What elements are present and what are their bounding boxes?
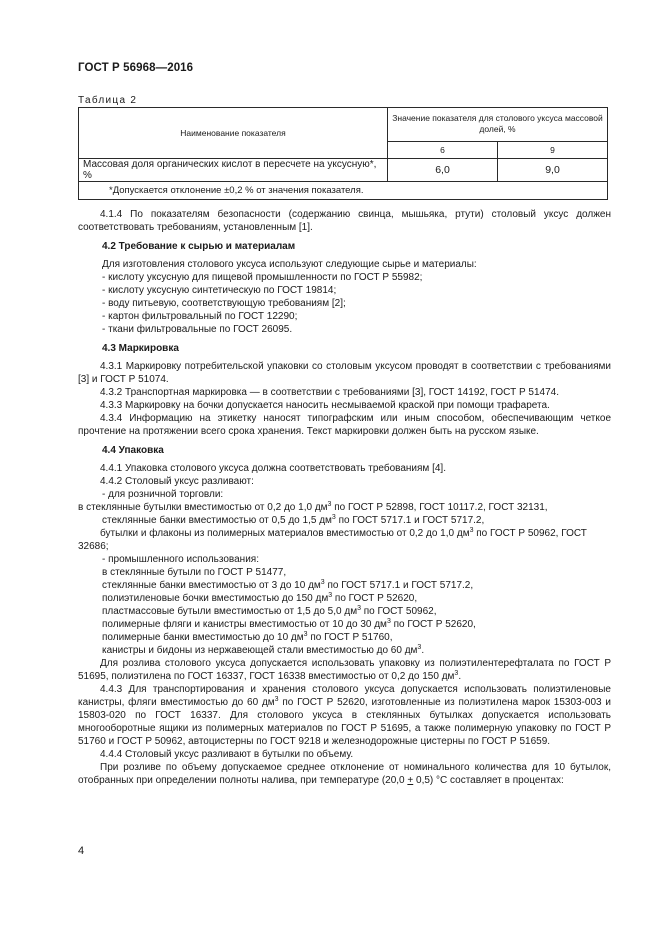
section-heading-4-4: 4.4 Упаковка (102, 445, 164, 456)
paragraph-4-4-1: 4.4.1 Упаковка столового уксуса должна соответствовать требованиям [4]. (100, 463, 446, 474)
paragraph-4-3-4: 4.3.4 Информацию на этикетку наносят типографским или иным способом, обеспечивающим четкое прочтение на протяжении всего срока хранения. Текст маркировки должен быть на русском языке. (78, 413, 611, 437)
table-header-value: Значение показателя для столового уксуса массовой долей, % (388, 108, 608, 142)
table-row-label: Массовая доля органических кислот в пересчете на уксусную*, % (79, 159, 388, 182)
table-caption: Таблица 2 (78, 95, 138, 106)
section-heading-4-2: 4.2 Требование к сырью и материалам (102, 241, 296, 252)
list-item: полимерные банки вместимостью до 10 $дм^3$ по ГОСТ Р 51760, (102, 631, 393, 643)
table-subheader-9: 9 (497, 141, 607, 158)
list-item-retail: - для розничной торговли: (102, 489, 224, 500)
list-item: - кислоту уксусную синтетическую по ГОСТ 19814; (102, 285, 337, 296)
table-cell-9: 9,0 (497, 159, 607, 182)
list-item: - ткани фильтровальные по ГОСТ 26095. (102, 324, 293, 335)
paragraph-4-4-2: 4.4.2 Столовый уксус разливают: (100, 476, 254, 487)
list-item-industrial: - промышленного использования: (102, 554, 259, 565)
list-item: в стеклянные бутыли по ГОСТ Р 51477, (102, 567, 287, 578)
list-item: в стеклянные бутылки вместимостью от 0,2 до 1,0 $дм^3$ по ГОСТ Р 52898, ГОСТ 10117.2, ГОСТ 32131, (78, 501, 548, 513)
table-header-indicator: Наименование показателя (79, 108, 388, 159)
list-item: стеклянные банки вместимостью от 0,5 до 1,5 $дм^3$ по ГОСТ 5717.1 и ГОСТ 5717.2, (102, 514, 485, 526)
table-cell-6: 6,0 (388, 159, 498, 182)
list-item: канистры и бидоны из нержавеющей стали вместимостью до 60 $дм^3$. (102, 644, 425, 656)
list-item: пластмассовые бутыли вместимостью от 1,5 до 5,0 $дм^3$ по ГОСТ 50962, (102, 605, 437, 617)
paragraph-pet: Для розлива столового уксуса допускается использовать упаковку из полиэтилентерефталата по ГОСТ Р 51695, полиэтилена по ГОСТ 16337, ГОСТ 16338 вместимостью от 0,2 до 150 $дм^3$. (78, 658, 611, 682)
list-item: полиэтиленовые бочки вместимостью до 150 $дм^3$ по ГОСТ Р 52620, (102, 592, 418, 604)
table-footnote: *Допускается отклонение ±0,2 % от значения показателя. (79, 182, 608, 200)
list-item: стеклянные банки вместимостью от 3 до 10 $дм^3$ по ГОСТ 5717.1 и ГОСТ 5717.2, (102, 579, 474, 591)
paragraph-deviation: При розливе по объему допускаемое среднее отклонение от номинального количества для 10 бутылок, отобранных при определении полноты налива, при температуре (20,0 + 0,5) °С составляет в процентах: (78, 762, 611, 786)
document-body (78, 208, 611, 787)
paragraph-4-3-3: 4.3.3 Маркировку на бочки допускается наносить несмываемой краской при помощи трафарета. (100, 400, 550, 411)
paragraph-4-1-4: 4.1.4 По показателям безопасности (содержанию свинца, мышьяка, ртути) столовый уксус должен соответствовать требованиям, установленным [1]. (78, 209, 611, 233)
page-number: 4 (78, 845, 85, 857)
paragraph-4-4-4: 4.4.4 Столовый уксус разливают в бутылки по объему. (100, 749, 354, 760)
list-item: полимерные фляги и канистры вместимостью от 10 до 30 $дм^3$ по ГОСТ Р 52620, (102, 618, 476, 630)
list-item: бутылки и флаконы из полимерных материалов вместимостью от 0,2 до 1,0 $дм^3$ по ГОСТ Р 50962, ГОСТ 32686; (78, 527, 587, 552)
list-item: - воду питьевую, соответствующую требованиям [2]; (102, 298, 346, 309)
list-item: - кислоту уксусную для пищевой промышленности по ГОСТ Р 55982; (102, 272, 423, 283)
paragraph-4-3-1: 4.3.1 Маркировку потребительской упаковки со столовым уксусом проводят в соответствии с требованиями [3] и ГОСТ Р 51074. (78, 361, 611, 385)
section-heading-4-3: 4.3 Маркировка (102, 343, 179, 354)
list-item: - картон фильтровальный по ГОСТ 12290; (102, 311, 298, 322)
document-header: ГОСТ Р 56968—2016 (78, 62, 194, 74)
paragraph-4-2-intro: Для изготовления столового уксуса используют следующие сырье и материалы: (102, 259, 477, 270)
indicators-table (78, 107, 608, 200)
paragraph-4-3-2: 4.3.2 Транспортная маркировка — в соответствии с требованиями [3], ГОСТ 14192, ГОСТ Р 51474. (100, 387, 559, 398)
table-subheader-6: 6 (388, 141, 498, 158)
paragraph-4-4-3: 4.4.3 Для транспортирования и хранения столового уксуса допускается использовать полиэтиленовые канистры, фляги вместимостью до 60 $дм^3$ по ГОСТ Р 52620, изготовленные из полиэтилена марок 15303-003 и 15803-020 по ГОСТ 16337. Для столового уксуса в стеклянных бутылках допускается использовать многооборотные ящики из полимерных материалов по ГОСТ Р 51695, а также полимерную упаковку по ГОСТ Р 51760 и ГОСТ Р 50962, автоцистерны по ГОСТ 9218 и железнодорожные цистерны по ГОСТ Р 51659. (78, 684, 611, 747)
